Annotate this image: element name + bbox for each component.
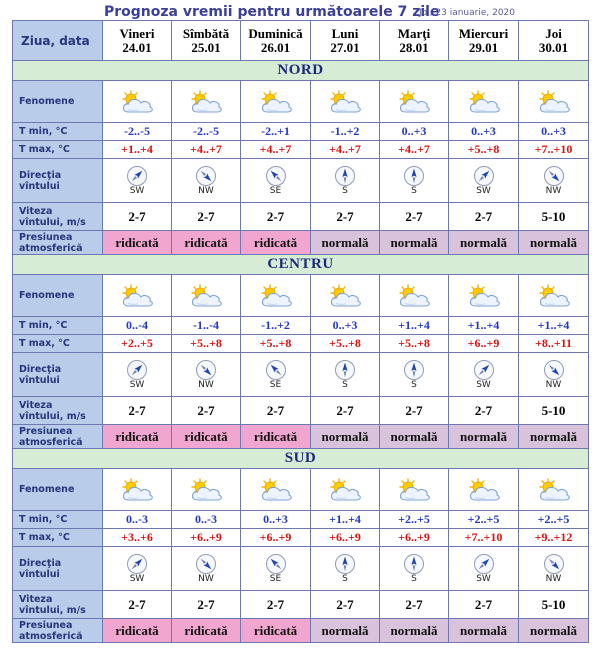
partly-cloudy-icon	[311, 284, 379, 308]
partly-cloudy-icon	[172, 284, 240, 308]
wind-speed-label-line: Viteza	[19, 205, 53, 217]
pressure-value: ridicată	[241, 231, 311, 255]
wind-compass-icon	[311, 165, 379, 187]
tmin-value: +1..+4	[449, 317, 519, 335]
pressure-value: normală	[519, 619, 589, 643]
tmin-value: -2..-5	[172, 123, 241, 141]
wind-speed-row	[13, 397, 589, 425]
region-header-row	[13, 61, 589, 81]
day-header	[311, 21, 380, 61]
day-name: Duminică	[248, 25, 303, 41]
wind-speed-value: 2-7	[103, 203, 172, 231]
partly-cloudy-icon	[311, 478, 379, 502]
wind-speed-value: 5-10	[519, 591, 589, 619]
tmax-value: +8..+11	[519, 335, 589, 353]
tmax-row	[13, 335, 589, 353]
wind-direction-label-line: vîntului	[19, 180, 60, 192]
region-header-row	[13, 255, 589, 275]
tmax-label-line: T max, °C	[19, 532, 70, 543]
phenomena-row	[13, 81, 589, 123]
wind-direction-label-line: Direcţia	[19, 557, 62, 569]
tmax-value: +6..+9	[172, 529, 241, 547]
wind-compass-icon	[172, 553, 240, 575]
tmax-value: +7..+10	[519, 141, 589, 159]
pressure-value: normală	[380, 231, 449, 255]
pressure-value: normală	[311, 619, 380, 643]
wind-speed-value: 2-7	[172, 203, 241, 231]
wind-speed-label-line: vîntului, m/s	[19, 216, 86, 228]
wind-compass-icon	[241, 165, 310, 187]
wind-direction-text: SW	[129, 380, 145, 390]
partly-cloudy-icon	[380, 478, 448, 502]
tmin-label	[13, 511, 103, 529]
wind-compass-icon	[449, 359, 518, 381]
wind-direction-row	[13, 547, 589, 591]
tmin-value: +1..+4	[311, 511, 380, 529]
wind-direction-text: SW	[476, 380, 491, 390]
day-date: 29.01	[468, 39, 499, 55]
wind-direction-label-line: vîntului	[19, 568, 60, 580]
partly-cloudy-icon	[172, 90, 240, 114]
tmax-value: +5..+8	[241, 335, 311, 353]
wind-direction-text: SW	[476, 574, 491, 584]
wind-direction-label	[13, 547, 103, 591]
partly-cloudy-icon	[449, 284, 518, 308]
wind-direction-cell	[311, 353, 380, 397]
page-title: Prognoza vremii pentru următoarele 7 zile	[104, 4, 440, 20]
wind-compass-icon	[519, 553, 588, 575]
pressure-row	[13, 425, 589, 449]
wind-speed-value: 2-7	[380, 397, 449, 425]
tmin-value: +2..+5	[449, 511, 519, 529]
wind-direction-cell	[311, 547, 380, 591]
partly-cloudy-icon	[311, 90, 379, 114]
wind-compass-icon	[449, 553, 518, 575]
tmax-value: +5..+8	[449, 141, 519, 159]
wind-direction-text: SW	[129, 574, 145, 584]
tmax-value: +9..+12	[519, 529, 589, 547]
wind-compass-icon	[519, 165, 588, 187]
pressure-value: ridicată	[241, 619, 311, 643]
day-name: Luni	[331, 25, 359, 41]
wind-direction-text: S	[342, 574, 348, 584]
tmin-value: -1..-4	[172, 317, 241, 335]
pressure-value: ridicată	[241, 425, 311, 449]
wind-speed-row	[13, 591, 589, 619]
partly-cloudy-icon	[519, 284, 588, 308]
pressure-value: normală	[311, 425, 380, 449]
tmax-value: +6..+9	[449, 335, 519, 353]
phenomena-label	[13, 469, 103, 511]
partly-cloudy-icon	[103, 478, 171, 502]
wind-direction-label-line: vîntului	[19, 374, 60, 386]
tmax-value: +4..+7	[380, 141, 449, 159]
tmin-value: 0..+3	[241, 511, 311, 529]
wind-speed-value: 2-7	[103, 591, 172, 619]
wind-direction-cell	[519, 159, 589, 203]
tmin-value: +2..+5	[519, 511, 589, 529]
tmin-value: -1..+2	[311, 123, 380, 141]
day-date: 30.01	[538, 39, 569, 55]
wind-direction-text: S	[342, 380, 348, 390]
wind-speed-label	[13, 591, 103, 619]
wind-direction-label	[13, 353, 103, 397]
tmin-value: 0..-4	[103, 317, 172, 335]
wind-speed-value: 2-7	[311, 591, 380, 619]
region-header-row	[13, 449, 589, 469]
day-date-header: Ziua, data	[13, 21, 103, 61]
wind-speed-value: 2-7	[311, 203, 380, 231]
wind-direction-cell	[380, 159, 449, 203]
tmax-value: +5..+8	[172, 335, 241, 353]
pressure-value: ridicată	[103, 231, 172, 255]
day-name: Miercuri	[458, 25, 509, 41]
pressure-label-line: atmosferică	[19, 630, 83, 642]
wind-direction-text: SE	[269, 186, 282, 196]
pressure-value: normală	[449, 425, 519, 449]
phenomena-label-line: Fenomene	[19, 484, 75, 495]
tmax-row	[13, 141, 589, 159]
pressure-value: ridicată	[172, 425, 241, 449]
day-name: Vineri	[119, 25, 155, 41]
tmin-value: 0..+3	[449, 123, 519, 141]
tmax-value: +6..+9	[380, 529, 449, 547]
tmax-value: +5..+8	[380, 335, 449, 353]
wind-direction-text: S	[411, 574, 417, 584]
tmax-label-line: T max, °C	[19, 338, 70, 349]
wind-speed-value: 2-7	[172, 397, 241, 425]
partly-cloudy-icon	[103, 284, 171, 308]
wind-direction-cell	[519, 353, 589, 397]
pressure-label	[13, 425, 103, 449]
wind-speed-value: 2-7	[380, 203, 449, 231]
partly-cloudy-icon	[241, 478, 310, 502]
wind-speed-label-line: Viteza	[19, 593, 53, 605]
wind-direction-text: S	[411, 380, 417, 390]
wind-speed-value: 5-10	[519, 203, 589, 231]
weather-cell	[519, 469, 589, 511]
tmax-value: +6..+9	[241, 529, 311, 547]
day-header	[241, 21, 311, 61]
tmin-label-line: T min, °C	[19, 126, 68, 137]
pressure-value: ridicată	[172, 231, 241, 255]
weather-cell	[449, 275, 519, 317]
partly-cloudy-icon	[519, 90, 588, 114]
wind-compass-icon	[103, 553, 171, 575]
day-header	[103, 21, 172, 61]
pressure-value: normală	[449, 231, 519, 255]
tmax-value: +5..+8	[311, 335, 380, 353]
tmin-row	[13, 317, 589, 335]
weather-cell	[103, 275, 172, 317]
wind-direction-text: SW	[476, 186, 491, 196]
weather-cell	[380, 81, 449, 123]
wind-compass-icon	[103, 165, 171, 187]
weather-cell	[172, 81, 241, 123]
wind-direction-row	[13, 353, 589, 397]
tmin-value: 0..-3	[172, 511, 241, 529]
day-date: 24.01	[122, 39, 152, 55]
wind-direction-text: NW	[198, 574, 214, 584]
pressure-value: normală	[519, 231, 589, 255]
partly-cloudy-icon	[103, 90, 171, 114]
day-name: Joi	[545, 25, 562, 41]
wind-direction-text: NW	[198, 186, 214, 196]
tmin-label	[13, 317, 103, 335]
tmin-value: -2..+1	[241, 123, 311, 141]
wind-direction-text: S	[342, 186, 348, 196]
wind-speed-value: 2-7	[449, 591, 519, 619]
weather-cell	[172, 275, 241, 317]
tmin-value: +1..+4	[380, 317, 449, 335]
wind-speed-label	[13, 203, 103, 231]
wind-speed-value: 2-7	[241, 591, 311, 619]
wind-compass-icon	[380, 165, 448, 187]
pressure-label-line: atmosferică	[19, 242, 83, 254]
day-header	[519, 21, 589, 61]
wind-direction-cell	[380, 547, 449, 591]
wind-compass-icon	[172, 165, 240, 187]
pressure-label-line: atmosferică	[19, 436, 83, 448]
partly-cloudy-icon	[241, 90, 310, 114]
tmin-value: -2..-5	[103, 123, 172, 141]
wind-direction-cell	[241, 353, 311, 397]
wind-direction-text: SW	[129, 186, 145, 196]
wind-speed-value: 2-7	[241, 397, 311, 425]
tmax-value: +1..+4	[103, 141, 172, 159]
tmin-value: 0..+3	[380, 123, 449, 141]
tmax-label	[13, 335, 103, 353]
pressure-label	[13, 619, 103, 643]
region-name: CENTRU	[13, 255, 589, 275]
tmax-value: +2..+5	[103, 335, 172, 353]
weather-cell	[311, 469, 380, 511]
day-header	[449, 21, 519, 61]
partly-cloudy-icon	[241, 284, 310, 308]
wind-direction-cell	[519, 547, 589, 591]
pressure-row	[13, 231, 589, 255]
tmin-value: 0..+3	[519, 123, 589, 141]
wind-direction-label-line: Direcţia	[19, 363, 62, 375]
tmin-value: 0..-3	[103, 511, 172, 529]
weather-cell	[241, 469, 311, 511]
pressure-label	[13, 231, 103, 255]
wind-compass-icon	[172, 359, 240, 381]
tmin-value: 0..+3	[311, 317, 380, 335]
wind-compass-icon	[380, 553, 448, 575]
forecast-table	[12, 20, 589, 643]
wind-compass-icon	[311, 553, 379, 575]
wind-direction-cell	[380, 353, 449, 397]
phenomena-row	[13, 275, 589, 317]
pressure-value: ridicată	[103, 425, 172, 449]
tmin-label	[13, 123, 103, 141]
tmin-row	[13, 123, 589, 141]
wind-speed-value: 2-7	[449, 397, 519, 425]
wind-compass-icon	[380, 359, 448, 381]
weather-cell	[241, 81, 311, 123]
weather-cell	[241, 275, 311, 317]
wind-speed-value: 2-7	[380, 591, 449, 619]
wind-speed-value: 2-7	[241, 203, 311, 231]
wind-direction-cell	[449, 547, 519, 591]
wind-direction-cell	[172, 547, 241, 591]
region-name: SUD	[13, 449, 589, 469]
weather-cell	[172, 469, 241, 511]
forecast-issue-date: Joi, 23 ianuarie, 2020	[419, 8, 515, 18]
weather-cell	[380, 275, 449, 317]
wind-direction-cell	[103, 159, 172, 203]
day-name: Marţi	[397, 25, 431, 41]
wind-speed-label	[13, 397, 103, 425]
wind-compass-icon	[103, 359, 171, 381]
wind-direction-text: NW	[545, 380, 562, 390]
tmax-value: +6..+9	[311, 529, 380, 547]
pressure-value: normală	[380, 619, 449, 643]
wind-direction-cell	[172, 159, 241, 203]
tmax-label-line: T max, °C	[19, 144, 70, 155]
pressure-label-line: Presiunea	[19, 231, 73, 243]
pressure-value: normală	[449, 619, 519, 643]
tmax-value: +4..+7	[172, 141, 241, 159]
wind-speed-label-line: Viteza	[19, 399, 53, 411]
day-name: Sîmbătă	[182, 25, 230, 41]
wind-direction-text: NW	[545, 186, 562, 196]
wind-speed-value: 2-7	[172, 591, 241, 619]
weather-cell	[311, 81, 380, 123]
wind-direction-cell	[103, 547, 172, 591]
phenomena-label-line: Fenomene	[19, 290, 75, 301]
phenomena-label	[13, 81, 103, 123]
day-date: 28.01	[399, 39, 429, 55]
tmin-label-line: T min, °C	[19, 320, 68, 331]
pressure-value: ridicată	[172, 619, 241, 643]
wind-speed-value: 2-7	[103, 397, 172, 425]
wind-direction-cell	[449, 159, 519, 203]
wind-speed-value: 2-7	[449, 203, 519, 231]
region-name: NORD	[13, 61, 589, 81]
wind-speed-row	[13, 203, 589, 231]
wind-speed-value: 2-7	[311, 397, 380, 425]
day-date: 27.01	[330, 39, 360, 55]
weather-cell	[519, 275, 589, 317]
partly-cloudy-icon	[449, 90, 518, 114]
wind-direction-cell	[311, 159, 380, 203]
wind-direction-text: SE	[269, 574, 282, 584]
pressure-value: ridicată	[103, 619, 172, 643]
weather-cell	[519, 81, 589, 123]
wind-compass-icon	[449, 165, 518, 187]
pressure-value: normală	[380, 425, 449, 449]
day-date: 26.01	[260, 39, 291, 55]
weather-cell	[449, 469, 519, 511]
partly-cloudy-icon	[519, 478, 588, 502]
wind-direction-label-line: Direcţia	[19, 169, 62, 181]
tmax-value: +4..+7	[311, 141, 380, 159]
partly-cloudy-icon	[172, 478, 240, 502]
wind-compass-icon	[311, 359, 379, 381]
day-header	[172, 21, 241, 61]
wind-direction-text: SE	[269, 380, 282, 390]
pressure-value: normală	[311, 231, 380, 255]
wind-direction-cell	[103, 353, 172, 397]
wind-direction-label	[13, 159, 103, 203]
tmax-value: +3..+6	[103, 529, 172, 547]
tmin-row	[13, 511, 589, 529]
tmin-value: +1..+4	[519, 317, 589, 335]
tmax-value: +4..+7	[241, 141, 311, 159]
wind-direction-row	[13, 159, 589, 203]
wind-compass-icon	[241, 553, 310, 575]
wind-direction-cell	[449, 353, 519, 397]
wind-speed-label-line: vîntului, m/s	[19, 604, 86, 616]
weather-cell	[103, 469, 172, 511]
phenomena-label	[13, 275, 103, 317]
partly-cloudy-icon	[449, 478, 518, 502]
wind-direction-text: NW	[545, 574, 562, 584]
wind-direction-cell	[172, 353, 241, 397]
phenomena-label-line: Fenomene	[19, 96, 75, 107]
forecast-table-body	[13, 21, 589, 643]
wind-compass-icon	[519, 359, 588, 381]
pressure-value: normală	[519, 425, 589, 449]
day-header	[380, 21, 449, 61]
weather-cell	[449, 81, 519, 123]
tmin-value: -1..+2	[241, 317, 311, 335]
wind-direction-cell	[241, 159, 311, 203]
weather-cell	[380, 469, 449, 511]
tmax-label	[13, 141, 103, 159]
tmin-value: +2..+5	[380, 511, 449, 529]
partly-cloudy-icon	[380, 284, 448, 308]
tmin-label-line: T min, °C	[19, 514, 68, 525]
tmax-value: +7..+10	[449, 529, 519, 547]
weather-cell	[311, 275, 380, 317]
wind-direction-text: S	[411, 186, 417, 196]
wind-direction-text: NW	[198, 380, 214, 390]
wind-direction-cell	[241, 547, 311, 591]
tmax-label	[13, 529, 103, 547]
pressure-label-line: Presiunea	[19, 619, 73, 631]
wind-speed-label-line: vîntului, m/s	[19, 410, 86, 422]
pressure-label-line: Presiunea	[19, 425, 73, 437]
partly-cloudy-icon	[380, 90, 448, 114]
tmax-row	[13, 529, 589, 547]
header-row	[13, 21, 589, 61]
weather-cell	[103, 81, 172, 123]
phenomena-row	[13, 469, 589, 511]
pressure-row	[13, 619, 589, 643]
wind-speed-value: 5-10	[519, 397, 589, 425]
wind-compass-icon	[241, 359, 310, 381]
day-date: 25.01	[191, 39, 221, 55]
